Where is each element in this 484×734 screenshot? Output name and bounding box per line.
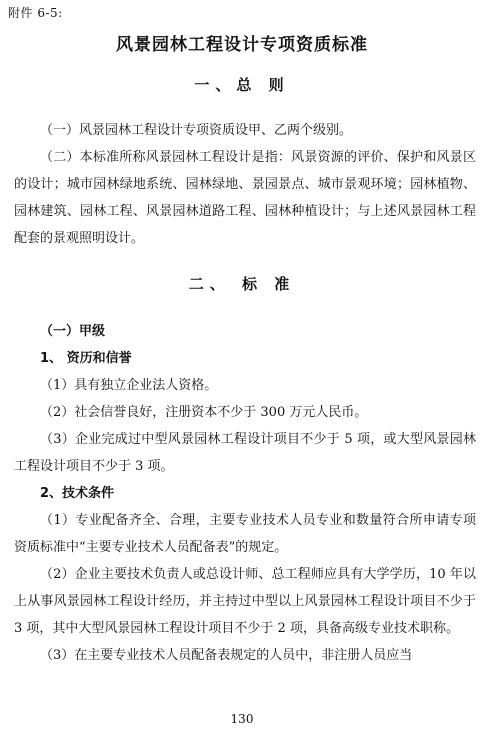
- page-number: 130: [230, 712, 254, 726]
- list-item: （1）具有独立企业法人资格。: [40, 378, 218, 393]
- subheading-technical: 2、技术条件: [40, 486, 115, 501]
- paragraph: （二）本标准所称风景园林工程设计是指：风景资源的评价、保护和风景区的设计；城市园林绿地系统、园林绿地、景园景点、城市景观环境；园林植物、园林建筑、园林工程、风景园林道路工程、园林种植设计；与上述风景园林工程配套的景观照明设计。: [14, 150, 476, 246]
- section-heading-standards: 二、 标 准: [188, 275, 296, 293]
- list-item: （2）社会信誉良好，注册资本不少于 300 万元人民币。: [40, 405, 368, 420]
- paragraph: （一）风景园林工程设计专项资质设甲、乙两个级别。: [40, 123, 353, 138]
- level-heading-grade-a: （一）甲级: [40, 324, 106, 339]
- section-general-body: [14, 117, 476, 252]
- annex-label: 附件 6-5:: [8, 6, 63, 20]
- section-standards-body: [14, 318, 476, 669]
- list-item: （3）企业完成过中型风景园林工程设计项目不少于 5 项，或大型风景园林工程设计项目不少于 3 项。: [14, 432, 476, 474]
- document-title: 风景园林工程设计专项资质标准: [116, 35, 368, 55]
- section-heading-general: 一、总 则: [194, 76, 290, 94]
- list-item: （1）专业配备齐全、合理，主要专业技术人员专业和数量符合所申请专项资质标准中“主要专业技术人员配备表”的规定。: [14, 513, 476, 555]
- list-item: （2）企业主要技术负责人或总设计师、总工程师应具有大学学历，10 年以上从事风景园林工程设计经历，并主持过中型以上风景园林工程设计项目不少于 3 项，其中大型风景园林工程设计项目不少于 2 项，具备高级专业技术职称。: [14, 567, 476, 636]
- list-item: （3）在主要专业技术人员配备表规定的人员中，非注册人员应当: [40, 648, 413, 663]
- subheading-qualification: 1、 资历和信誉: [40, 351, 132, 366]
